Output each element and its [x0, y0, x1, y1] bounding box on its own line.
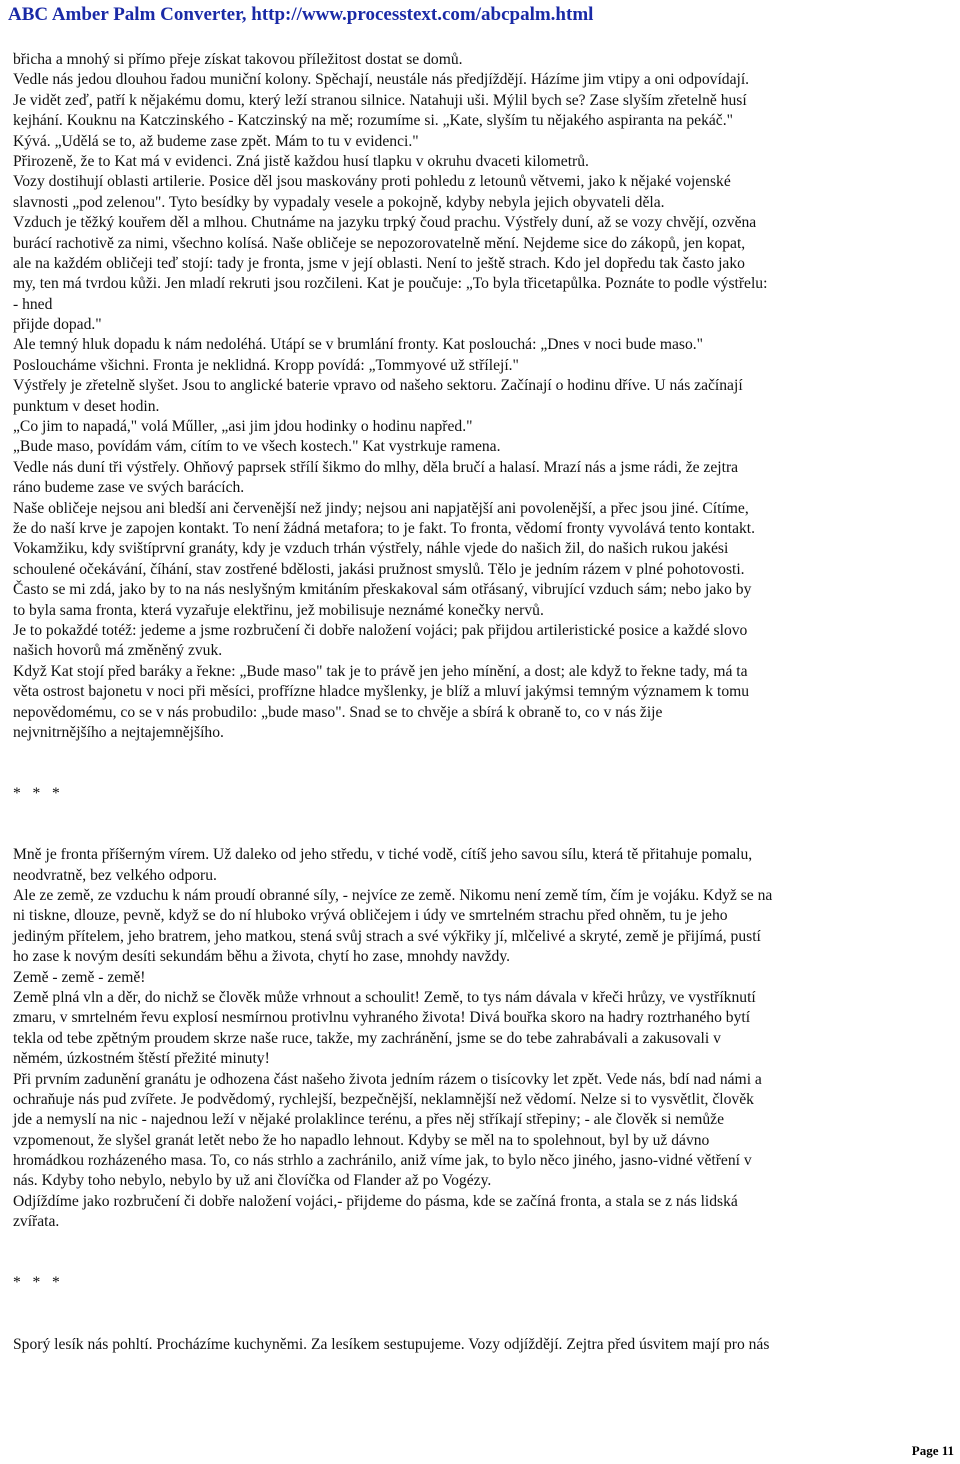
text-line: jediným přítelem, jeho bratrem, jeho matkou, stená svůj strach a své výkřiky jí, mlčelivé a skryté, země je přijímá, pustí: [13, 927, 761, 945]
text-line: přijde dopad.": [13, 316, 102, 334]
text-line: - hned: [13, 295, 53, 313]
text-line: jde a nemyslí na nic - najednou leží v nějaké prolaklince terénu, a přes něj stříkají střepiny; - ale člověk si nemůže: [13, 1111, 724, 1129]
text-line: Vedle nás jedou dlouhou řadou muniční kolony. Spěchají, neustále nás předjíždějí. Házíme jim vtipy a oni odpovídají.: [13, 71, 750, 89]
text-line: ni tiskne, dlouze, pevně, když se do ní hluboko vrývá obličejem i údy ve smrtelném strachu před ohněm, tu je jeho: [13, 907, 728, 925]
text-line: Výstřely je zřetelně slyšet. Jsou to anglické baterie vpravo od našeho sektoru. Začínají o hodinu dříve. U nás začínají: [13, 377, 743, 395]
blank-line: [13, 804, 903, 824]
blank-line: [13, 764, 903, 784]
text-line: němém, úzkostném štěstí přežité minuty!: [13, 1050, 270, 1068]
text-line: burácí rachotivě za nimi, všechno kolísá. Naše obličeje se nepozorovatelně mění. Nejdeme sice do zákopů, jen kopat,: [13, 234, 746, 252]
page-header-title: ABC Amber Palm Converter, http://www.processtext.com/abcpalm.html: [8, 4, 594, 25]
text-line: Naše obličeje nejsou ani bledší ani červenější než jindy; nejsou ani napjatější ani povolenější, a přec jsou jiné. Cítíme,: [13, 499, 749, 517]
text-line: Odjíždíme jako rozbručení či dobře naložení vojáci,- přijdeme do pásma, kde se začíná fronta, a stala se z nás lidská: [13, 1192, 738, 1210]
text-line: Když Kat stojí před baráky a řekne: „Bude maso" tak je to právě jen jeho mínění, a dost; ale když to řekne tady, má ta: [13, 662, 748, 680]
page-number: Page 11: [911, 1443, 954, 1458]
text-line: Přirozeně, že to Kat má v evidenci. Zná jistě každou husí tlapku v okruhu dvaceti kilometrů.: [13, 152, 589, 170]
text-line: Země - země - země!: [13, 968, 146, 986]
section-separator: * * *: [13, 1274, 60, 1292]
text-line: ho zase k novým desíti sekundám běhu a života, chytí ho zase, mnohdy navždy.: [13, 948, 510, 966]
blank-line: [13, 1314, 903, 1334]
text-line: to byla sama fronta, která vyzařuje elektřinu, jež mobilisuje neznámé konečky nervů.: [13, 601, 544, 619]
text-line: Ale temný hluk dopadu k nám nedoléhá. Utápí se v brumlání fronty. Kat poslouchá: „Dnes v noci bude maso.": [13, 336, 704, 354]
section-separator: * * *: [13, 785, 60, 803]
text-line: tekla od tebe zpětným proudem skrze naše ruce, takže, my zachránění, jsme se do tebe zahrabávali a zakusovali v: [13, 1029, 721, 1047]
blank-line: [13, 743, 903, 763]
text-line: Při prvním zadunění granátu je odhozena část našeho života jedním rázem o tisícovky let zpět. Vede nás, bdí nad námi a: [13, 1070, 762, 1088]
text-line: ale na každém obličeji teď stojí: tady je fronta, jsme v její oblasti. Není to ještě strach. Kdo jel dopředu tak často jako: [13, 254, 745, 272]
text-line: hromádkou rozházeného masa. To, co nás strhlo a zachránilo, aniž víme jak, to bylo něco jiného, jasno-vidné větření v: [13, 1152, 752, 1170]
document-body: [13, 50, 903, 1355]
text-line: zmaru, v smrtelném řevu explosí nesmírnou protivlnu vyhraného života! Divá bouřka skoro na hadry roztrhaného bytí: [13, 1009, 751, 1027]
text-line: Posloucháme všichni. Fronta je neklidná. Kropp povídá: „Tommyové už střílejí.": [13, 356, 519, 374]
text-line: Je to pokaždé totéž: jedeme a jsme rozbručení či dobře naložení vojáci; pak přijdou artileristické posice a každé slovo: [13, 621, 748, 639]
text-line: vzpomenout, že slyšel granát letět nebo že ho napadlo lehnout. Kdyby se měl na to spolehnout, byl by už dávno: [13, 1131, 710, 1149]
text-line: Je vidět zeď, patří k nějakému domu, který leží stranou silnice. Natahuji uši. Mýlil bych se? Zase slyším zřetelně husí: [13, 91, 747, 109]
text-line: „Co jim to napadá," volá Műller, „asi jim jdou hodinky o hodinu napřed.": [13, 418, 473, 436]
text-line: Sporý lesík nás pohltí. Procházíme kuchyněmi. Za lesíkem sestupujeme. Vozy odjíždějí. Zejtra před úsvitem mají pro nás: [13, 1335, 770, 1353]
text-line: ochraňuje nás pud zvířete. Je podvědomý, rychlejší, bezpečnější, neklamnější než vědomí. Nelze si to vysvětlit, člověk: [13, 1090, 754, 1108]
text-line: že do naší krve je zapojen kontakt. To není žádná metafora; to je fakt. To fronta, vědomí fronty vyvolává tento kontakt.: [13, 519, 756, 537]
text-line: zvířata.: [13, 1213, 60, 1231]
text-line: nepovědomému, co se v nás probudilo: „bude maso". Snad se to chvěje a sbírá k obraně to, co v nás žije: [13, 703, 663, 721]
text-line: nás. Kdyby toho nebylo, nebylo by už ani človíčka od Flander až po Vogézy.: [13, 1172, 492, 1190]
blank-line: [13, 1233, 903, 1253]
blank-line: [13, 1294, 903, 1314]
text-line: „Bude maso, povídám vám, cítím to ve všech kostech." Kat vystrkuje ramena.: [13, 438, 501, 456]
text-line: břicha a mnohý si přímo přeje získat takovou příležitost dostat se domů.: [13, 51, 463, 68]
text-line: věta ostrost bajonetu v noci při měsíci, profřízne hladce myšlenky, je blíž a mluví jakýmsi temným významem k tomu: [13, 683, 750, 701]
text-line: kejhání. Kouknu na Katczinského - Katczinský na mě; rozumíme si. „Kate, slyším tu nějakého aspiranta na pekáč.": [13, 112, 733, 130]
text-line: Ale ze země, ze vzduchu k nám proudí obranné síly, - nejvíce ze země. Nikomu není země tím, čím je vojáku. Když se na: [13, 887, 773, 905]
text-line: Vedle nás duní tři výstřely. Ohňový paprsek střílí šikmo do mlhy, děla bručí a halasí. Mrazí nás a jsme rádi, že zejtra: [13, 458, 739, 476]
text-line: Země plná vln a děr, do nichž se člověk může vrhnout a schoulit! Země, to tys nám dávala v křeči hrůzy, ve vystříknutí: [13, 988, 756, 1006]
blank-line: [13, 825, 903, 845]
text-line: Kývá. „Udělá se to, až budeme zase zpět. Mám to tu v evidenci.": [13, 132, 419, 150]
text-line: punktum v deset hodin.: [13, 397, 160, 415]
text-line: my, ten má tvrdou kůži. Jen mladí rekruti jsou rozčileni. Kat je poučuje: „To byla třicetapůlka. Poznáte to podle výstřelu:: [13, 275, 768, 293]
text-line: slavnosti „pod zelenou". Tyto besídky by vypadaly vesele a pokojně, kdyby nebyla jejich obyvateli děla.: [13, 193, 665, 211]
blank-line: [13, 1253, 903, 1273]
text-line: ráno budeme zase ve svých barácích.: [13, 479, 245, 497]
text-line: Často se mi zdá, jako by to na nás neslyšným kmitáním přeskakoval sám otřásaný, vibrující vzduch sám; nebo jako by: [13, 581, 752, 599]
text-line: Vzduch je těžký kouřem děl a mlhou. Chutnáme na jazyku trpký čoud prachu. Výstřely duní, až se vozy chvějí, ozvěna: [13, 214, 757, 232]
text-line: Mně je fronta příšerným vírem. Už daleko od jeho středu, v tiché vodě, cítíš jeho savou sílu, která tě přitahuje pomalu,: [13, 846, 753, 864]
text-line: neodvratně, bez velkého odporu.: [13, 866, 217, 884]
text-line: nejvnitrnějšího a nejtajemnějšího.: [13, 723, 224, 741]
text-line: schoulené očekávání, číhání, stav zostřené bdělosti, jakási pružnost smyslů. Tělo je jedním rázem v plné pohotovosti.: [13, 560, 745, 578]
text-line: našich hovorů má změněný zvuk.: [13, 642, 223, 660]
text-line: Vokamžiku, kdy svištíprvní granáty, kdy je vzduch trhán výstřely, náhle vjede do našich žil, do našich rukou jakési: [13, 540, 729, 558]
text-line: Vozy dostihují oblasti artilerie. Posice děl jsou maskovány proti pohledu z letounů větvemi, jako k nějaké vojenské: [13, 173, 731, 191]
